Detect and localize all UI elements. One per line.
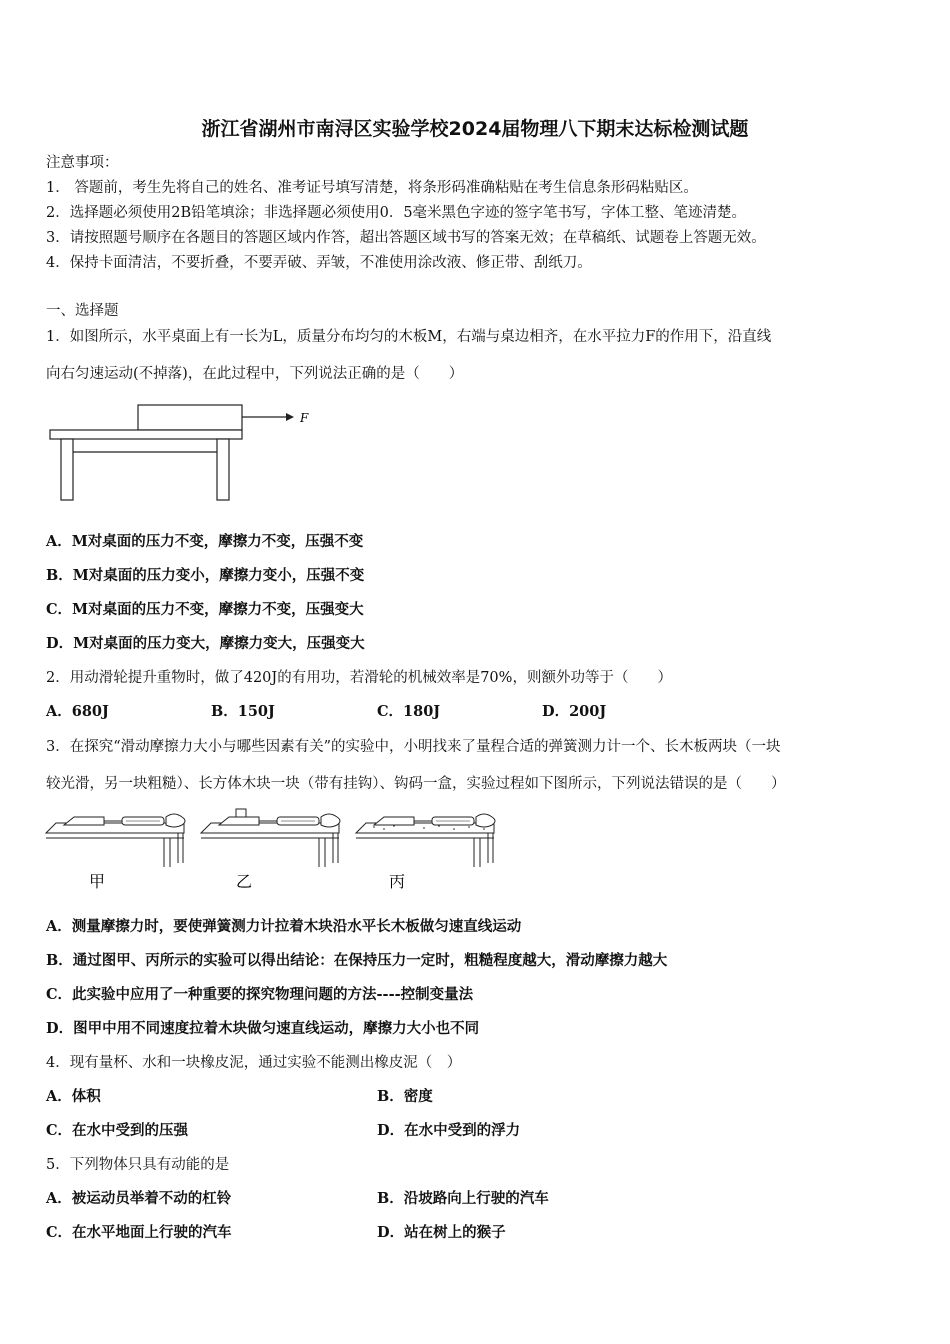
tabletop bbox=[50, 430, 242, 439]
q5-option-a: A．被运动员举着不动的杠铃 bbox=[46, 1190, 232, 1207]
q4-option-c: C．在水中受到的压强 bbox=[46, 1122, 189, 1139]
page-title: 浙江省湖州市南浔区实验学校2024届物理八下期末达标检测试题 bbox=[201, 118, 749, 140]
q1-option-b: B．M对桌面的压力变小，摩擦力变小，压强不变 bbox=[46, 567, 365, 584]
q4-option-b: B．密度 bbox=[377, 1088, 433, 1105]
notice-item: 2．选择题必须使用2B铅笔填涂；非选择题必须使用0．5毫米黑色字迹的签字笔书写，字体工整、笔迹清楚。 bbox=[46, 205, 747, 221]
q3-option-a: A．测量摩擦力时，要使弹簧测力计拉着木块沿水平长木板做匀速直线运动 bbox=[46, 918, 522, 935]
question-5-stem: 5．下列物体只具有动能的是 bbox=[46, 1157, 230, 1173]
table-leg-right bbox=[217, 439, 229, 500]
label-yi: 乙 bbox=[236, 872, 253, 891]
section-heading: 一、选择题 bbox=[46, 303, 119, 319]
notice-item: 4．保持卡面清洁，不要折叠，不要弄破、弄皱，不准使用涂改液、修正带、刮纸刀。 bbox=[46, 255, 592, 271]
q5-option-d: D．站在树上的猴子 bbox=[377, 1224, 506, 1241]
friction-experiment-figure bbox=[44, 805, 524, 895]
q3-option-d: D．图甲中用不同速度拉着木块做匀速直线运动，摩擦力大小也不同 bbox=[46, 1020, 480, 1037]
label-bing: 丙 bbox=[389, 872, 406, 891]
q2-option-b: B．150J bbox=[211, 703, 275, 720]
q2-option-c: C．180J bbox=[377, 703, 441, 720]
q2-option-d: D．200J bbox=[542, 703, 607, 720]
q5-option-c: C．在水平地面上行驶的汽车 bbox=[46, 1224, 232, 1241]
force-label: F bbox=[300, 411, 309, 425]
board-m bbox=[138, 405, 242, 430]
q3-option-c: C．此实验中应用了一种重要的探究物理问题的方法----控制变量法 bbox=[46, 986, 474, 1003]
setup-bing bbox=[356, 814, 495, 867]
q1-option-c: C．M对桌面的压力不变，摩擦力不变，压强变大 bbox=[46, 601, 364, 618]
question-3-stem: 3．在探究“滑动摩擦力大小与哪些因素有关”的实验中，小明找来了量程合适的弹簧测力计一个、长木板两块（一块 bbox=[46, 739, 781, 755]
question-2-stem: 2．用动滑轮提升重物时，做了420J的有用功，若滑轮的机械效率是70%，则额外功等于（ ） bbox=[46, 670, 672, 686]
weight-block bbox=[236, 809, 246, 817]
label-jia: 甲 bbox=[89, 872, 106, 891]
q1-option-a: A．M对桌面的压力不变，摩擦力不变，压强不变 bbox=[46, 533, 364, 550]
q2-option-a: A．680J bbox=[46, 703, 109, 720]
question-4-stem: 4．现有量杯、水和一块橡皮泥，通过实验不能测出橡皮泥（ ） bbox=[46, 1055, 462, 1071]
question-1-stem-cont: 向右匀速运动(不掉落)，在此过程中，下列说法正确的是（ ） bbox=[46, 366, 464, 382]
notice-heading: 注意事项： bbox=[46, 155, 119, 171]
notice-item: 1． 答题前，考生先将自己的姓名、准考证号填写清楚，将条形码准确粘贴在考生信息条形码粘贴区。 bbox=[46, 180, 698, 196]
setup-jia bbox=[46, 814, 185, 867]
q3-option-b: B．通过图甲、丙所示的实验可以得出结论：在保持压力一定时，粗糙程度越大，滑动摩擦力越大 bbox=[46, 952, 668, 969]
table-leg-left bbox=[61, 439, 73, 500]
table-board-figure bbox=[48, 400, 328, 505]
setup-yi bbox=[201, 809, 340, 867]
q1-option-d: D．M对桌面的压力变大，摩擦力变大，压强变大 bbox=[46, 635, 365, 652]
notice-item: 3．请按照题号顺序在各题目的答题区域内作答，超出答题区域书写的答案无效；在草稿纸、试题卷上答题无效。 bbox=[46, 230, 766, 246]
question-3-stem-cont: 较光滑，另一块粗糙）、长方体木块一块（带有挂钩）、钩码一盒，实验过程如下图所示，下列说法错误的是（ ） bbox=[46, 776, 786, 792]
q4-option-a: A．体积 bbox=[46, 1088, 101, 1105]
arrow-head bbox=[286, 413, 294, 421]
question-1-stem: 1．如图所示，水平桌面上有一长为L，质量分布均匀的木板M，右端与桌边相齐，在水平拉力F的作用下，沿直线 bbox=[46, 329, 772, 345]
q5-option-b: B．沿坡路向上行驶的汽车 bbox=[377, 1190, 549, 1207]
q4-option-d: D．在水中受到的浮力 bbox=[377, 1122, 521, 1139]
